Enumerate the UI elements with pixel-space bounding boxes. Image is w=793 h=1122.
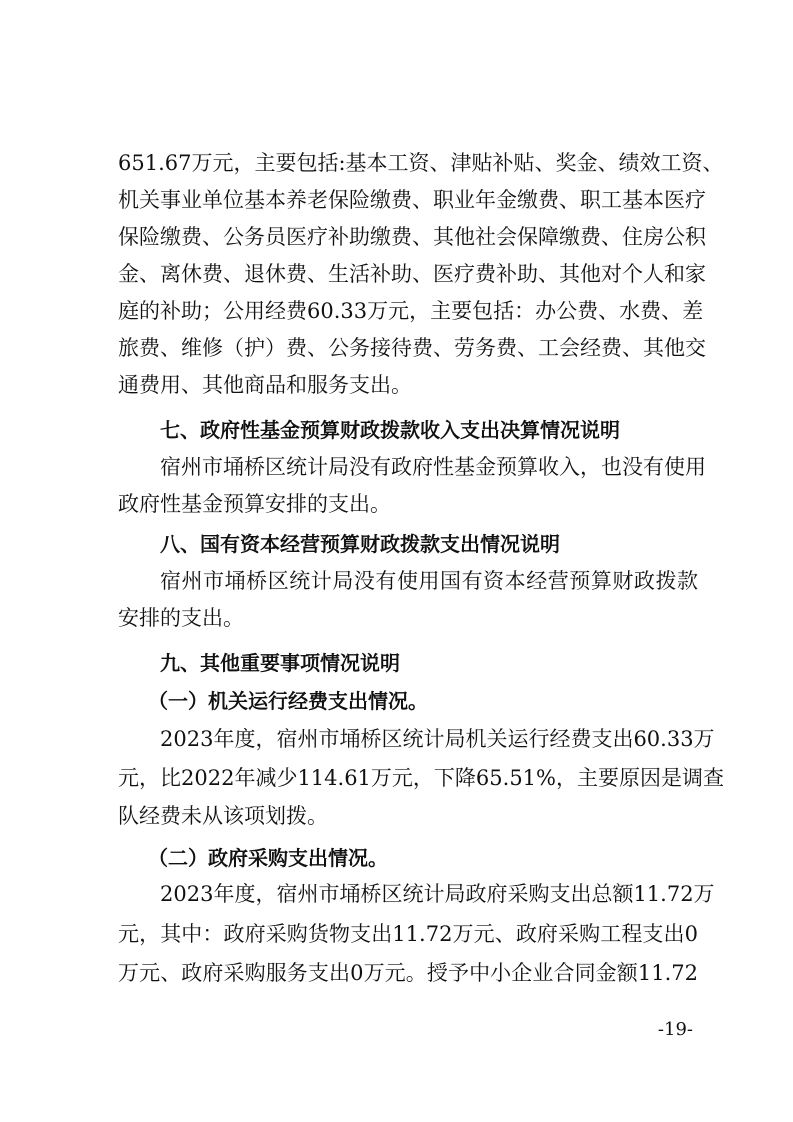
paragraph-line: 2023年度，宿州市埇桥区统计局政府采购支出总额11.72万	[160, 882, 715, 906]
paragraph-line: 庭的补助；公用经费60.33万元，主要包括：办公费、水费、差	[118, 299, 704, 323]
paragraph-line: 元，比2022年减少114.61万元，下降65.51%，主要原因是调查	[118, 766, 724, 790]
paragraph-line: 宿州市埇桥区统计局没有政府性基金预算收入，也没有使用	[160, 455, 706, 479]
paragraph-line: 宿州市埇桥区统计局没有使用国有资本经营预算财政拨款	[160, 569, 698, 593]
page-number: -19-	[657, 1019, 693, 1040]
paragraph-line: 651.67万元，主要包括:基本工资、津贴补贴、奖金、绩效工资、	[118, 151, 724, 175]
paragraph-line: 旅费、维修（护）费、公务接待费、劳务费、工会经费、其他交	[118, 336, 706, 360]
paragraph-line: 万元、政府采购服务支出0万元。授予中小企业合同金额11.72	[118, 961, 698, 985]
paragraph-line: 保险缴费、公务员医疗补助缴费、其他社会保障缴费、住房公积	[118, 225, 706, 249]
paragraph-line: 金、离休费、退休费、生活补助、医疗费补助、其他对个人和家	[118, 262, 706, 286]
section-heading-9: 九、其他重要事项情况说明	[160, 651, 400, 675]
section-heading-7: 七、政府性基金预算财政拨款收入支出决算情况说明	[160, 418, 620, 442]
paragraph-line: 政府性基金预算安排的支出。	[118, 492, 391, 516]
paragraph-line: 元，其中：政府采购货物支出11.72万元、政府采购工程支出0	[118, 922, 698, 946]
section-heading-8: 八、国有资本经营预算财政拨款支出情况说明	[160, 532, 560, 556]
paragraph-line: 安排的支出。	[118, 606, 244, 630]
paragraph-line: 机关事业单位基本养老保险缴费、职业年金缴费、职工基本医疗	[118, 188, 706, 212]
paragraph-line: 队经费未从该项划拨。	[118, 804, 328, 828]
subsection-heading-2: （二）政府采购支出情况。	[148, 846, 388, 870]
paragraph-line: 通费用、其他商品和服务支出。	[118, 373, 412, 397]
subsection-heading-1: （一）机关运行经费支出情况。	[148, 689, 428, 713]
paragraph-line: 2023年度，宿州市埇桥区统计局机关运行经费支出60.33万	[160, 727, 715, 751]
